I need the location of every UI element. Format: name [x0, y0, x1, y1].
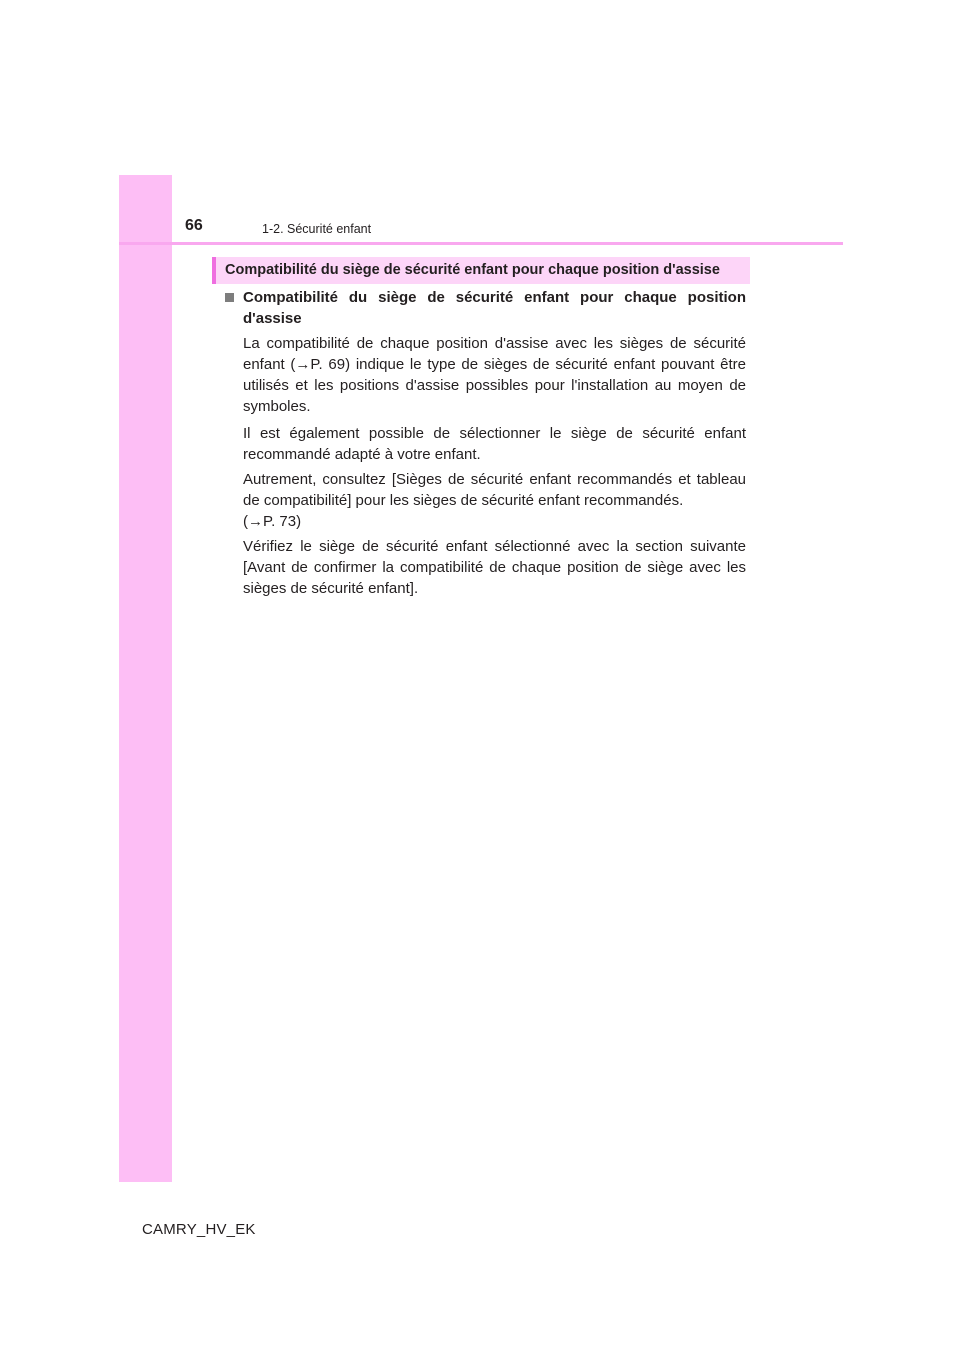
section-path: 1-2. Sécurité enfant [262, 222, 372, 236]
square-bullet-icon [225, 293, 234, 302]
body-paragraph [243, 536, 746, 599]
paragraph-line: symboles. [243, 398, 311, 415]
paragraph-line: enfant (→P. 69) indique le type de sièges de sécurité enfant pouvant être [243, 356, 746, 373]
paragraph-line: de compatibilité] pour les sièges de sécurité enfant recommandés. [243, 492, 684, 509]
paragraph-line: Il est également possible de sélectionner le siège de sécurité enfant [243, 425, 746, 442]
body-paragraph [243, 469, 746, 532]
paragraph-line: (→P. 73) [243, 513, 302, 530]
paragraph-line: recommandé adapté à votre enfant. [243, 446, 481, 463]
paragraph-line: Vérifiez le siège de sécurité enfant sélectionné avec la section suivante [243, 538, 746, 555]
section-banner: Compatibilité du siège de sécurité enfant pour chaque position d'assise [212, 257, 750, 284]
page-number: 66 [185, 217, 203, 234]
paragraph-line: sièges de sécurité enfant]. [243, 580, 419, 597]
header-rule [119, 242, 843, 245]
body-paragraph [243, 333, 746, 417]
paragraph-line: utilisés et les positions d'assise possibles pour l'installation au moyen de [243, 377, 746, 394]
subsection-heading: Compatibilité du siège de sécurité enfant pour chaque position d'assise [243, 289, 746, 327]
chapter-side-tab [119, 175, 172, 1182]
document-code: CAMRY_HV_EK [142, 1221, 256, 1238]
body-paragraph [243, 423, 746, 465]
paragraph-line: [Avant de confirmer la compatibilité de chaque position de siège avec les [243, 559, 746, 576]
paragraph-line: Autrement, consultez [Sièges de sécurité enfant recommandés et tableau [243, 471, 746, 488]
paragraph-line: La compatibilité de chaque position d'assise avec les sièges de sécurité [243, 335, 746, 352]
